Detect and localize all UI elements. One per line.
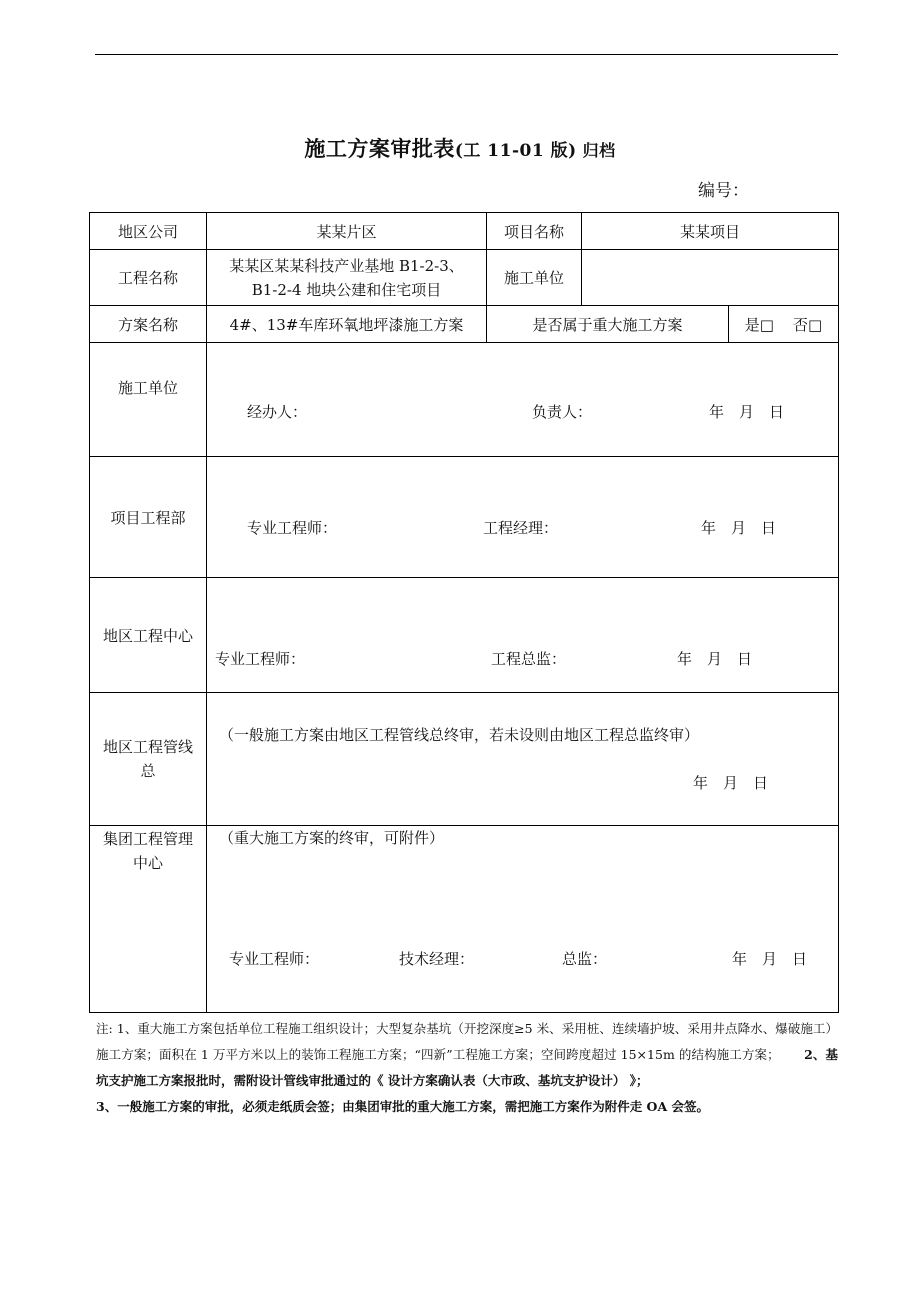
contractor-date-label: 年 月 日 xyxy=(709,403,785,421)
row-region-pipeline-approval xyxy=(90,693,839,826)
group-center-label-line2: 中心 xyxy=(132,854,163,872)
footnote-3: 3、一般施工方案的审批，必须走纸质会签；由集团审批的重大施工方案，需把施工方案作为附件走 OA 会签。 xyxy=(96,1099,709,1114)
row-group-center-approval xyxy=(90,826,839,1013)
works-name-line1: 某某区某某科技产业基地 B1-2-3、 xyxy=(229,256,464,275)
row-region-company xyxy=(90,213,839,250)
row-project-dept-approval xyxy=(90,457,839,578)
project-dept-engineer-label: 专业工程师： xyxy=(247,519,338,537)
region-pipeline-label xyxy=(90,693,207,826)
contractor-responsible-label: 负责人： xyxy=(532,403,593,421)
project-dept-label: 项目工程部 xyxy=(90,457,207,578)
project-dept-date-label: 年 月 日 xyxy=(701,519,777,537)
footnote-2: 2、基坑支护施工方案报批时，需附设计管线审批通过的《 设计方案确认表（大市政、基坑支护设计） 》； xyxy=(96,1047,838,1088)
group-center-tech-manager-label: 技术经理： xyxy=(399,950,475,968)
group-center-label xyxy=(90,827,206,875)
works-name-line2: B1-2-4 地块公建和住宅项目 xyxy=(251,280,442,299)
major-plan-options xyxy=(729,306,839,343)
group-center-chief-label: 总监： xyxy=(562,950,608,968)
region-pipeline-note: （一般施工方案由地区工程管线总终审，若未设则由地区工程总监终审） xyxy=(219,726,700,744)
group-center-note: （重大施工方案的终审，可附件） xyxy=(219,829,445,847)
plan-name-label: 方案名称 xyxy=(90,306,207,343)
title-main: 施工方案审批表 xyxy=(304,136,455,161)
region-center-label: 地区工程中心 xyxy=(90,578,207,693)
region-pipeline-date-label: 年 月 日 xyxy=(693,774,769,792)
project-name-value[interactable]: 某某项目 xyxy=(582,213,839,250)
region-pipeline-label-line2: 总 xyxy=(140,762,156,780)
row-contractor-approval xyxy=(90,343,839,457)
region-center-date-label: 年 月 日 xyxy=(677,650,753,668)
title-version: (工 11-01 版) xyxy=(454,141,577,161)
contractor-label: 施工单位 xyxy=(487,250,582,306)
top-rule xyxy=(95,54,838,55)
project-dept-approval-area[interactable] xyxy=(207,457,839,578)
row-region-center-approval xyxy=(90,578,839,693)
region-pipeline-label-line1: 地区工程管线 xyxy=(102,738,193,756)
region-center-approval-area[interactable] xyxy=(207,578,839,693)
region-company-label: 地区公司 xyxy=(90,213,207,250)
group-center-date-label: 年 月 日 xyxy=(732,950,808,968)
region-company-value[interactable]: 某某片区 xyxy=(207,213,487,250)
region-center-chief-label: 工程总监： xyxy=(491,650,567,668)
group-center-engineer-label: 专业工程师： xyxy=(229,950,320,968)
project-dept-manager-label: 工程经理： xyxy=(483,519,559,537)
footnote-1: 注: 1、重大施工方案包括单位工程施工组织设计；大型复杂基坑（开挖深度≥5 米、采用桩、连续墙护坡、采用井点降水、爆破施工）施工方案；面积在 1 万平方米以上的装饰工程施工方案；“四新”工程施工方案；空间跨度超过 15×15m 的结构施工方案； xyxy=(96,1021,838,1062)
region-center-engineer-label: 专业工程师： xyxy=(215,650,306,668)
major-plan-yes-checkbox[interactable]: 是□ xyxy=(744,315,774,334)
footnotes xyxy=(96,1016,838,1120)
row-works-name xyxy=(90,250,839,306)
title-archive: 归档 xyxy=(582,141,616,160)
group-center-label-line1: 集团工程管理 xyxy=(102,830,193,848)
plan-name-value[interactable]: 4#、13#车库环氧地坪漆施工方案 xyxy=(207,306,487,343)
project-name-label: 项目名称 xyxy=(487,213,582,250)
major-plan-label: 是否属于重大施工方案 xyxy=(487,306,729,343)
row-plan-name xyxy=(90,306,839,343)
serial-number-label: 编号： xyxy=(698,181,749,201)
contractor-approval-area[interactable] xyxy=(207,343,839,457)
contractor-handler-label: 经办人： xyxy=(247,403,308,421)
major-plan-no-checkbox[interactable]: 否□ xyxy=(793,315,823,334)
region-pipeline-approval-area[interactable] xyxy=(207,693,839,826)
contractor-value[interactable] xyxy=(582,250,839,306)
works-name-value[interactable] xyxy=(207,250,487,306)
approval-form-table xyxy=(89,212,839,1013)
works-name-label: 工程名称 xyxy=(90,250,207,306)
contractor-approval-label: 施工单位 xyxy=(117,379,178,397)
form-title xyxy=(0,133,920,163)
group-center-approval-area[interactable] xyxy=(207,826,839,1013)
